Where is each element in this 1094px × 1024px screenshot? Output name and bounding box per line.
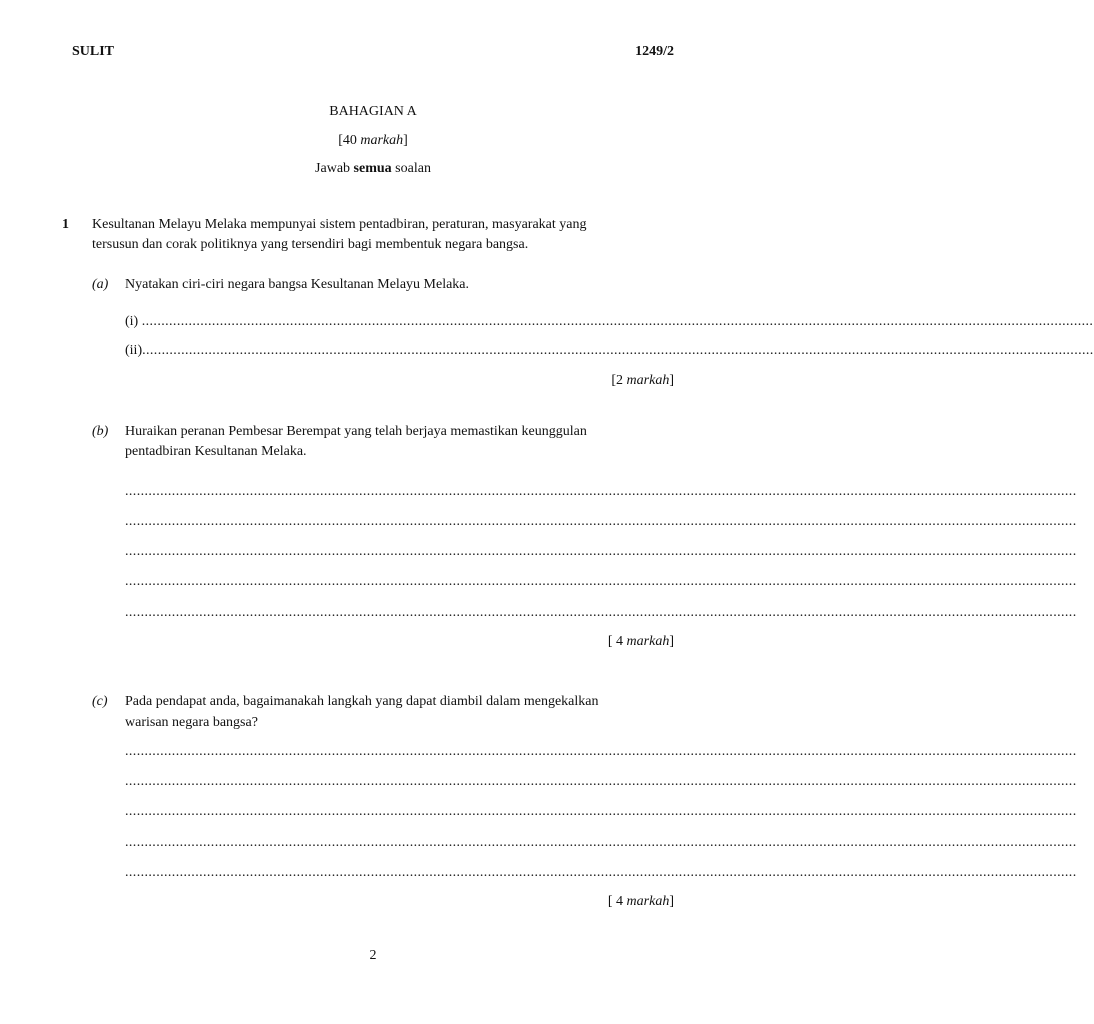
part-c-text-line1: Pada pendapat anda, bagaimanakah langkah yang dapat diambil dalam mengekalkan bbox=[125, 694, 599, 709]
instruction-bold: semua bbox=[353, 161, 392, 176]
part-b-label bbox=[92, 424, 108, 440]
part-b-label-text: (b) bbox=[92, 424, 109, 439]
part-b-marks-prefix: [ 4 bbox=[607, 634, 627, 649]
section-instruction bbox=[0, 161, 746, 177]
answer-dots: .................................................................................................................................................................................................................................................... bbox=[142, 343, 1094, 358]
part-c-marks-word: markah bbox=[626, 894, 670, 909]
part-a-label-text: (a) bbox=[92, 277, 109, 292]
answer-line-c-1[interactable]: .................................................................................................................................................................................................................................................... bbox=[125, 744, 1077, 759]
section-marks-suffix: ] bbox=[403, 133, 408, 148]
part-c-marks-suffix: ] bbox=[669, 894, 674, 909]
part-c-text-line2: warisan negara bangsa? bbox=[125, 715, 258, 730]
question-stem-line1: Kesultanan Melayu Melaka mempunyai sistem pentadbiran, peraturan, masyarakat yang bbox=[92, 217, 587, 232]
part-a-marks-suffix: ] bbox=[669, 373, 674, 388]
part-c-marks bbox=[608, 894, 674, 910]
instruction-before: Jawab bbox=[315, 161, 354, 176]
part-b-marks bbox=[608, 634, 674, 650]
question-stem-line2: tersusun dan corak politiknya yang tersendiri bagi membentuk negara bangsa. bbox=[92, 237, 529, 252]
header-left: SULIT bbox=[72, 44, 115, 59]
answer-line-c-4[interactable]: .................................................................................................................................................................................................................................................... bbox=[125, 835, 1077, 850]
header-right: 1249/2 bbox=[635, 44, 674, 59]
part-b-marks-suffix: ] bbox=[669, 634, 674, 649]
section-title: BAHAGIAN A bbox=[329, 104, 417, 119]
answer-line-b-4[interactable]: .................................................................................................................................................................................................................................................... bbox=[125, 574, 1077, 589]
answer-line-a-ii[interactable] bbox=[125, 343, 1094, 359]
part-c-label bbox=[92, 694, 108, 710]
section-marks-prefix: [40 bbox=[338, 133, 361, 148]
answer-line-a-i[interactable] bbox=[125, 314, 1094, 330]
answer-line-b-3[interactable]: .................................................................................................................................................................................................................................................... bbox=[125, 544, 1077, 559]
part-a-marks bbox=[611, 373, 674, 389]
section-marks-word: markah bbox=[360, 133, 404, 148]
answer-line-b-5[interactable]: .................................................................................................................................................................................................................................................... bbox=[125, 605, 1077, 620]
answer-line-c-2[interactable]: .................................................................................................................................................................................................................................................... bbox=[125, 774, 1077, 789]
answer-line-b-1[interactable]: .................................................................................................................................................................................................................................................... bbox=[125, 484, 1077, 499]
part-a-label bbox=[92, 277, 108, 293]
question-number: 1 bbox=[62, 217, 69, 232]
section-marks bbox=[0, 133, 746, 149]
answer-dots: .................................................................................................................................................................................................................................................... bbox=[141, 314, 1094, 329]
part-c-marks-prefix: [ 4 bbox=[607, 894, 627, 909]
answer-line-b-2[interactable]: .................................................................................................................................................................................................................................................... bbox=[125, 514, 1077, 529]
part-b-text-line1: Huraikan peranan Pembesar Berempat yang telah berjaya memastikan keunggulan bbox=[125, 424, 587, 439]
answer-line-c-5[interactable]: .................................................................................................................................................................................................................................................... bbox=[125, 865, 1077, 880]
page-number: 2 bbox=[369, 948, 377, 963]
answer-line-c-3[interactable]: .................................................................................................................................................................................................................................................... bbox=[125, 804, 1077, 819]
answer-line-a-ii-label: (ii) bbox=[125, 343, 143, 358]
part-b-text-line2: pentadbiran Kesultanan Melaka. bbox=[125, 444, 307, 459]
part-a-marks-word: markah bbox=[626, 373, 670, 388]
part-a-marks-prefix: [2 bbox=[611, 373, 627, 388]
part-c-label-text: (c) bbox=[92, 694, 108, 709]
part-a-text: Nyatakan ciri-ciri negara bangsa Kesultanan Melayu Melaka. bbox=[125, 277, 470, 292]
answer-line-a-i-label: (i) bbox=[125, 314, 142, 329]
instruction-after: soalan bbox=[391, 161, 431, 176]
part-b-marks-word: markah bbox=[626, 634, 670, 649]
